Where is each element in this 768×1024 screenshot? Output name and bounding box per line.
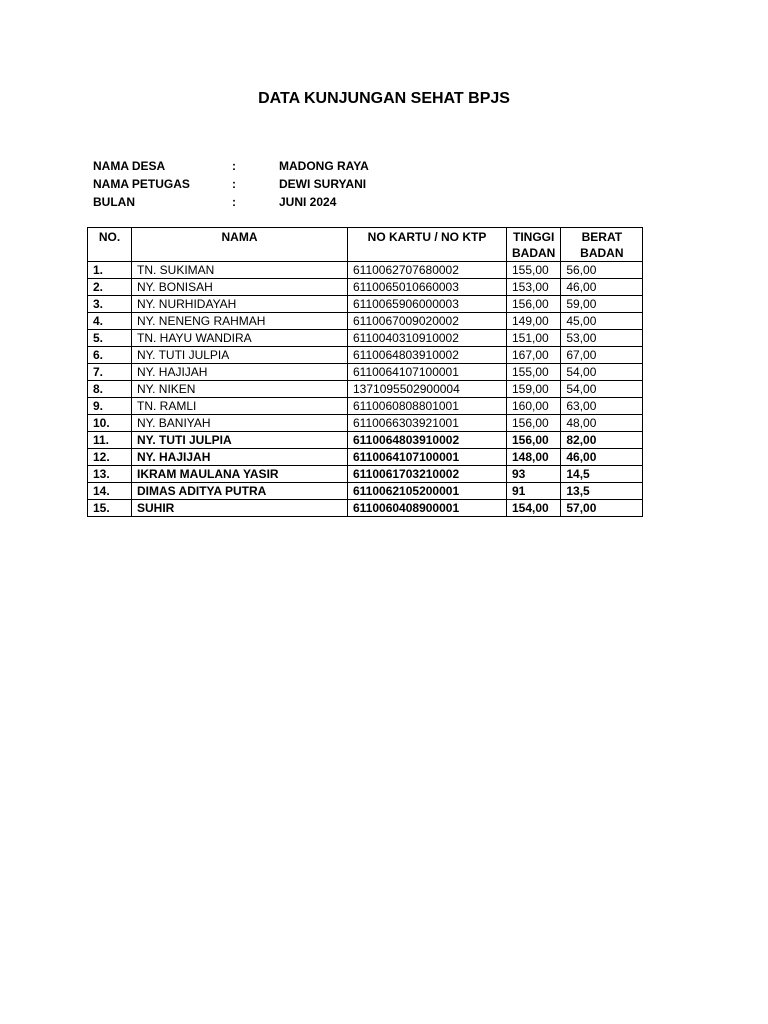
cell-no: 8. (88, 381, 132, 398)
cell-nama: NY. TUTI JULPIA (132, 432, 348, 449)
info-row-petugas (93, 175, 479, 193)
cell-kartu: 6110064107100001 (348, 364, 507, 381)
info-row-bulan (93, 193, 479, 211)
cell-kartu: 6110065010660003 (348, 279, 507, 296)
table-body (88, 262, 643, 517)
cell-tinggi: 154,00 (507, 500, 561, 517)
cell-tinggi: 156,00 (507, 296, 561, 313)
visit-table (87, 227, 643, 517)
cell-tinggi: 159,00 (507, 381, 561, 398)
cell-nama: NY. TUTI JULPIA (132, 347, 348, 364)
cell-no: 1. (88, 262, 132, 279)
cell-kartu: 6110067009020002 (348, 313, 507, 330)
cell-nama: DIMAS ADITYA PUTRA (132, 483, 348, 500)
cell-tinggi: 148,00 (507, 449, 561, 466)
cell-nama: NY. NURHIDAYAH (132, 296, 348, 313)
table-row (88, 466, 643, 483)
table-row (88, 381, 643, 398)
cell-tinggi: 91 (507, 483, 561, 500)
cell-berat: 54,00 (561, 381, 643, 398)
header-tinggi-line2: BADAN (512, 246, 556, 260)
cell-nama: NY. NENENG RAHMAH (132, 313, 348, 330)
info-colon: : (232, 177, 236, 191)
cell-no: 2. (88, 279, 132, 296)
cell-no: 14. (88, 483, 132, 500)
table-row (88, 500, 643, 517)
header-no: NO. (88, 228, 132, 262)
header-berat (561, 228, 643, 262)
cell-no: 12. (88, 449, 132, 466)
cell-no: 11. (88, 432, 132, 449)
table-row (88, 262, 643, 279)
header-berat-line1: BERAT (581, 230, 623, 244)
cell-kartu: 6110062105200001 (348, 483, 507, 500)
header-berat-line2: BADAN (580, 246, 624, 260)
cell-nama: NY. NIKEN (132, 381, 348, 398)
cell-kartu: 6110065906000003 (348, 296, 507, 313)
table-row (88, 364, 643, 381)
cell-tinggi: 149,00 (507, 313, 561, 330)
cell-no: 9. (88, 398, 132, 415)
cell-kartu: 6110064803910002 (348, 432, 507, 449)
cell-kartu: 6110060408900001 (348, 500, 507, 517)
cell-no: 15. (88, 500, 132, 517)
table-row (88, 483, 643, 500)
cell-tinggi: 160,00 (507, 398, 561, 415)
cell-berat: 57,00 (561, 500, 643, 517)
cell-kartu: 6110066303921001 (348, 415, 507, 432)
cell-berat: 63,00 (561, 398, 643, 415)
table-row (88, 415, 643, 432)
cell-tinggi: 155,00 (507, 364, 561, 381)
cell-kartu: 6110062707680002 (348, 262, 507, 279)
cell-nama: SUHIR (132, 500, 348, 517)
cell-berat: 82,00 (561, 432, 643, 449)
cell-no: 7. (88, 364, 132, 381)
cell-berat: 59,00 (561, 296, 643, 313)
cell-nama: NY. BONISAH (132, 279, 348, 296)
cell-nama: IKRAM MAULANA YASIR (132, 466, 348, 483)
table-row (88, 330, 643, 347)
cell-berat: 54,00 (561, 364, 643, 381)
table-row (88, 313, 643, 330)
header-nama: NAMA (132, 228, 348, 262)
cell-kartu: 6110064107100001 (348, 449, 507, 466)
header-kartu: NO KARTU / NO KTP (348, 228, 507, 262)
cell-no: 13. (88, 466, 132, 483)
table-row (88, 432, 643, 449)
info-row-desa (93, 157, 479, 175)
cell-kartu: 6110040310910002 (348, 330, 507, 347)
cell-tinggi: 155,00 (507, 262, 561, 279)
info-colon: : (232, 159, 236, 173)
cell-nama: NY. HAJIJAH (132, 364, 348, 381)
cell-tinggi: 167,00 (507, 347, 561, 364)
cell-kartu: 6110060808801001 (348, 398, 507, 415)
info-label: NAMA PETUGAS (93, 177, 190, 191)
cell-tinggi: 151,00 (507, 330, 561, 347)
table-row (88, 449, 643, 466)
table-row (88, 279, 643, 296)
cell-berat: 14,5 (561, 466, 643, 483)
cell-nama: NY. HAJIJAH (132, 449, 348, 466)
cell-berat: 13,5 (561, 483, 643, 500)
table-row (88, 398, 643, 415)
cell-berat: 48,00 (561, 415, 643, 432)
cell-tinggi: 156,00 (507, 432, 561, 449)
cell-berat: 56,00 (561, 262, 643, 279)
cell-nama: TN. RAMLI (132, 398, 348, 415)
table-row (88, 347, 643, 364)
cell-kartu: 6110061703210002 (348, 466, 507, 483)
info-value: JUNI 2024 (279, 195, 337, 209)
cell-tinggi: 153,00 (507, 279, 561, 296)
cell-kartu: 1371095502900004 (348, 381, 507, 398)
cell-no: 6. (88, 347, 132, 364)
cell-nama: TN. HAYU WANDIRA (132, 330, 348, 347)
info-value: DEWI SURYANI (279, 177, 367, 191)
info-colon: : (232, 195, 236, 209)
cell-kartu: 6110064803910002 (348, 347, 507, 364)
cell-no: 4. (88, 313, 132, 330)
document-info (93, 157, 479, 211)
info-label: NAMA DESA (93, 159, 166, 173)
cell-nama: NY. BANIYAH (132, 415, 348, 432)
cell-no: 3. (88, 296, 132, 313)
table-row (88, 296, 643, 313)
info-label: BULAN (93, 195, 135, 209)
table-header-row (88, 228, 643, 262)
cell-tinggi: 156,00 (507, 415, 561, 432)
cell-berat: 46,00 (561, 449, 643, 466)
header-tinggi (507, 228, 561, 262)
info-value: MADONG RAYA (279, 159, 369, 173)
page-title: DATA KUNJUNGAN SEHAT BPJS (258, 90, 510, 107)
cell-tinggi: 93 (507, 466, 561, 483)
cell-berat: 46,00 (561, 279, 643, 296)
cell-berat: 67,00 (561, 347, 643, 364)
cell-nama: TN. SUKIMAN (132, 262, 348, 279)
cell-no: 5. (88, 330, 132, 347)
cell-no: 10. (88, 415, 132, 432)
header-tinggi-line1: TINGGI (513, 230, 555, 244)
cell-berat: 53,00 (561, 330, 643, 347)
cell-berat: 45,00 (561, 313, 643, 330)
